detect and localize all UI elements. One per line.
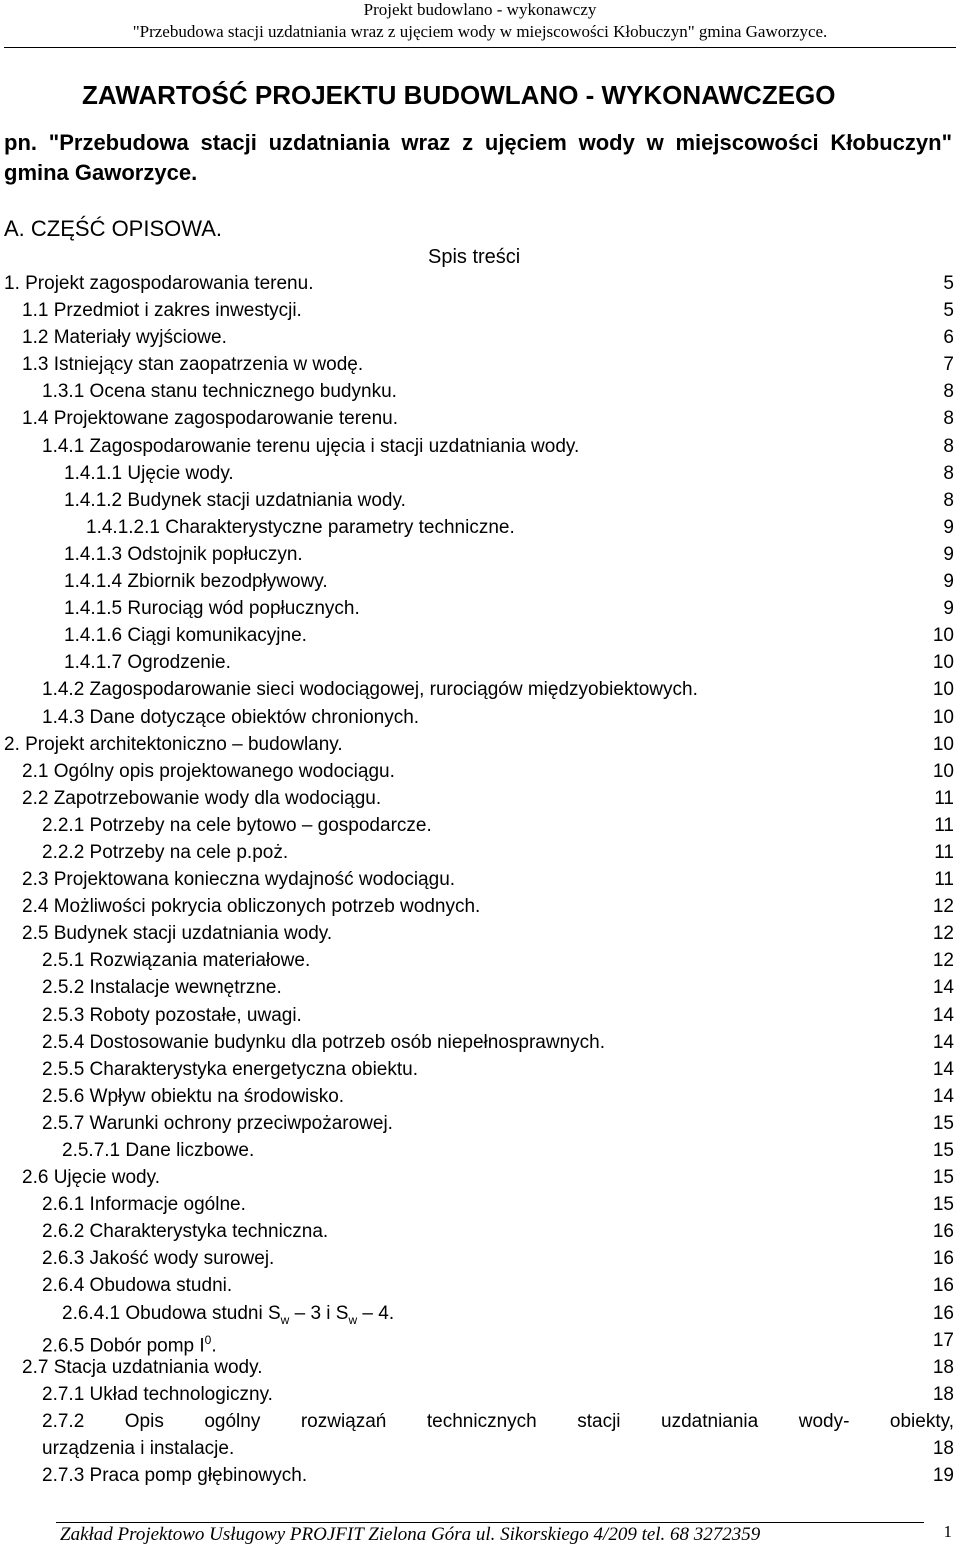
toc-entry-page: 16 xyxy=(932,1275,954,1297)
toc-entry-label: 1.4.3 Dane dotyczące obiektów chronionych. xyxy=(42,706,420,728)
toc-entry-page: 5 xyxy=(943,273,954,294)
toc-entry-page: 9 xyxy=(943,543,954,565)
toc-entry xyxy=(0,839,960,866)
header-line-1: Projekt budowlano - wykonawczy xyxy=(363,0,597,19)
toc-entry xyxy=(0,1029,960,1056)
toc-entry-page: 18 xyxy=(932,1437,954,1459)
toc-entry xyxy=(0,1462,960,1489)
project-name: pn. "Przebudowa stacji uzdatniania wraz z ujęciem wody w miejscowości Kłobuczyn" gmina Gaworzyce. xyxy=(4,130,952,185)
toc-entry-page: 14 xyxy=(932,1085,954,1107)
toc-entry-page: 14 xyxy=(932,1031,954,1053)
toc-entry-page: 6 xyxy=(943,327,954,349)
header-line-2: "Przebudowa stacji uzdatniania wraz z ujęciem wody w miejscowości Kłobuczyn" gmina Gaworzyce. xyxy=(132,22,828,41)
subscript-text: w xyxy=(348,1312,358,1327)
toc-entry xyxy=(0,1272,960,1299)
toc-entry-label: 2.7.1 Układ technologiczny. xyxy=(42,1383,273,1405)
toc-entry xyxy=(0,1408,960,1462)
toc-entry xyxy=(0,1218,960,1245)
toc-entry-label: 2.7.3 Praca pomp głębinowych. xyxy=(42,1464,308,1486)
superscript-text: 0 xyxy=(204,1332,212,1347)
toc-entry-label: 1.4.1.1 Ujęcie wody. xyxy=(64,462,234,484)
toc-entry-label: 2.2.2 Potrzeby na cele p.poż. xyxy=(42,841,289,863)
toc-entry-label-part: – 4. xyxy=(357,1302,395,1324)
toc-entry xyxy=(0,270,960,297)
toc-entry-label: 2.4 Możliwości pokrycia obliczonych potrzeb wodnych. xyxy=(22,896,481,918)
toc-entry-page: 11 xyxy=(934,814,954,836)
toc-entry xyxy=(0,1110,960,1137)
toc-entry xyxy=(0,785,960,812)
toc-entry-label-part: 2.6.4.1 Obudowa studni S xyxy=(62,1302,281,1324)
toc-entry-label: 2.5 Budynek stacji uzdatniania wody. xyxy=(22,923,333,945)
toc-entry xyxy=(0,893,960,920)
toc-entry-label: 2.5.5 Charakterystyka energetyczna obiektu. xyxy=(42,1058,418,1080)
toc-entry-label: 1.3.1 Ocena stanu technicznego budynku. xyxy=(42,381,397,403)
toc-entry-label: 2.5.7 Warunki ochrony przeciwpożarowej. xyxy=(42,1112,393,1134)
toc-entry-page: 18 xyxy=(932,1356,954,1378)
toc-entry-label: 1.4.1.2.1 Charakterystyczne parametry techniczne. xyxy=(86,516,515,538)
toc-entry-label-part: . xyxy=(211,1334,217,1356)
toc-entry xyxy=(0,514,960,541)
toc-entry xyxy=(0,1083,960,1110)
toc-entry-page: 18 xyxy=(932,1383,954,1405)
toc-entry-page: 10 xyxy=(932,679,954,701)
toc-entry-label: 1.3 Istniejący stan zaopatrzenia w wodę. xyxy=(22,354,364,376)
footer-text: Zakład Projektowo Usługowy PROJFIT Zielona Góra ul. Sikorskiego 4/209 tel. 68 3272359 xyxy=(60,1524,761,1545)
toc-entry-label: 2. Projekt architektoniczno – budowlany. xyxy=(4,733,343,755)
toc-entry-page: 10 xyxy=(932,706,954,728)
toc-entry-page: 12 xyxy=(932,923,954,945)
toc-entry-page: 14 xyxy=(932,977,954,999)
toc-entry xyxy=(0,622,960,649)
footer-divider xyxy=(56,1522,924,1523)
toc-entry-label-continued: urządzenia i instalacje. xyxy=(42,1437,235,1459)
toc-entry xyxy=(0,758,960,785)
toc-entry-page: 10 xyxy=(932,652,954,674)
toc-entry xyxy=(0,378,960,405)
toc-entry xyxy=(0,974,960,1001)
toc-entry xyxy=(0,297,960,324)
toc-entry-label: 1.4.1 Zagospodarowanie terenu ujęcia i stacji uzdatniania wody. xyxy=(42,435,580,457)
toc-entry-page: 11 xyxy=(934,869,954,891)
toc-entry-label: 1.4.1.5 Rurociąg wód popłucznych. xyxy=(64,598,360,620)
toc-entry xyxy=(0,947,960,974)
toc-entry xyxy=(0,704,960,731)
toc-entry-label: 2.2 Zapotrzebowanie wody dla wodociągu. xyxy=(22,787,382,809)
toc-entry-label: 1.4.1.6 Ciągi komunikacyjne. xyxy=(64,625,307,647)
toc-entry-label: 2.5.2 Instalacje wewnętrzne. xyxy=(42,977,282,999)
toc-entry xyxy=(0,1056,960,1083)
toc-entry-label: 2.7 Stacja uzdatniania wody. xyxy=(22,1356,263,1378)
toc-entry-label: 2.6.3 Jakość wody surowej. xyxy=(42,1248,275,1270)
toc-entry-page: 9 xyxy=(943,598,954,620)
toc-entry-label: 1.1 Przedmiot i zakres inwestycji. xyxy=(22,300,302,322)
toc-entry xyxy=(0,324,960,351)
toc-entry xyxy=(0,676,960,703)
toc-entry-label: 2.7.2 Opis ogólny rozwiązań technicznych stacji uzdatniania wody- obiekty, xyxy=(42,1410,954,1432)
toc-entry-label: 2.6.2 Charakterystyka techniczna. xyxy=(42,1221,329,1243)
page-number: 1 xyxy=(943,1522,952,1541)
toc-entry-page: 5 xyxy=(943,300,954,322)
toc-entry-label: 1.4.1.4 Zbiornik bezodpływowy. xyxy=(64,571,328,593)
toc-entry-label: 2.5.4 Dostosowanie budynku dla potrzeb osób niepełnosprawnych. xyxy=(42,1031,605,1053)
toc-entry-page: 10 xyxy=(932,733,954,755)
toc-entry-label: 1.2 Materiały wyjściowe. xyxy=(22,327,227,349)
section-heading: A. CZĘŚĆ OPISOWA. xyxy=(4,216,222,241)
toc-entry-label-part: 2.6.5 Dobór pomp I xyxy=(42,1334,205,1356)
table-of-contents xyxy=(0,270,960,1489)
toc-entry-page: 10 xyxy=(932,760,954,782)
toc-entry xyxy=(0,1327,960,1354)
toc-entry-page: 8 xyxy=(943,462,954,484)
toc-entry xyxy=(0,1164,960,1191)
toc-entry-label: 2.1 Ogólny opis projektowanego wodociągu. xyxy=(22,760,395,782)
toc-entry xyxy=(0,1300,960,1327)
header-divider xyxy=(4,47,956,48)
toc-entry-page: 8 xyxy=(943,408,954,430)
toc-entry-page: 8 xyxy=(943,435,954,457)
toc-heading: Spis treści xyxy=(428,246,521,268)
toc-entry xyxy=(0,1381,960,1408)
toc-entry-page: 15 xyxy=(932,1140,954,1161)
toc-entry-label: 2.5.6 Wpływ obiektu na środowisko. xyxy=(42,1085,345,1107)
toc-entry-label: 1.4.1.7 Ogrodzenie. xyxy=(64,652,231,674)
toc-entry-label: 1.4.1.2 Budynek stacji uzdatniania wody. xyxy=(64,489,406,511)
toc-entry-label: 2.5.3 Roboty pozostałe, uwagi. xyxy=(42,1004,302,1026)
toc-entry xyxy=(0,1002,960,1029)
toc-entry-page: 14 xyxy=(932,1004,954,1026)
toc-entry-page: 15 xyxy=(932,1194,954,1216)
toc-entry-label: 2.5.1 Rozwiązania materiałowe. xyxy=(42,950,311,972)
toc-entry-page: 10 xyxy=(932,625,954,647)
subscript-text: w xyxy=(280,1312,290,1327)
toc-entry xyxy=(0,920,960,947)
toc-entry-page: 15 xyxy=(932,1167,954,1189)
toc-entry xyxy=(0,649,960,676)
toc-entry-label: 1.4.1.3 Odstojnik popłuczyn. xyxy=(64,543,303,565)
toc-entry xyxy=(0,433,960,460)
toc-entry xyxy=(0,595,960,622)
toc-entry xyxy=(0,866,960,893)
toc-entry-page: 9 xyxy=(943,516,954,538)
toc-entry xyxy=(0,812,960,839)
toc-entry-page: 16 xyxy=(932,1302,954,1324)
toc-entry xyxy=(0,568,960,595)
toc-entry-label: 2.5.7.1 Dane liczbowe. xyxy=(62,1140,255,1161)
toc-entry xyxy=(0,1245,960,1272)
toc-entry-page: 16 xyxy=(932,1248,954,1270)
page-title: ZAWARTOŚĆ PROJEKTU BUDOWLANO - WYKONAWCZEGO xyxy=(82,80,836,110)
toc-entry-label: 1.4 Projektowane zagospodarowanie terenu. xyxy=(22,408,399,430)
toc-entry xyxy=(0,541,960,568)
toc-entry-page: 16 xyxy=(932,1221,954,1243)
toc-entry-page: 12 xyxy=(932,896,954,918)
toc-entry xyxy=(0,487,960,514)
toc-entry-label: 2.2.1 Potrzeby na cele bytowo – gospodarcze. xyxy=(42,814,432,836)
toc-entry-label: 1.4.2 Zagospodarowanie sieci wodociągowej, rurociągów międzyobiektowych. xyxy=(42,679,698,701)
toc-entry-page: 14 xyxy=(932,1058,954,1080)
toc-entry-page: 17 xyxy=(932,1329,954,1351)
toc-entry xyxy=(0,351,960,378)
toc-entry xyxy=(0,460,960,487)
toc-entry xyxy=(0,731,960,758)
toc-entry-page: 8 xyxy=(943,381,954,403)
toc-entry xyxy=(0,1354,960,1381)
toc-entry xyxy=(0,1191,960,1218)
toc-entry xyxy=(0,1137,960,1164)
toc-entry-label: 1. Projekt zagospodarowania terenu. xyxy=(4,273,314,294)
toc-entry xyxy=(0,405,960,432)
toc-entry-page: 12 xyxy=(932,950,954,972)
toc-entry-page: 11 xyxy=(934,841,954,863)
toc-entry-page: 15 xyxy=(932,1112,954,1134)
toc-entry-page: 11 xyxy=(934,787,954,809)
toc-entry-label: 2.6.1 Informacje ogólne. xyxy=(42,1194,246,1216)
toc-entry-page: 8 xyxy=(943,489,954,511)
toc-entry-page: 9 xyxy=(943,571,954,593)
toc-entry-label-part: – 3 i S xyxy=(289,1302,349,1324)
toc-entry-page: 19 xyxy=(932,1464,954,1486)
toc-entry-label: 2.3 Projektowana konieczna wydajność wodociągu. xyxy=(22,869,456,891)
toc-entry-label: 2.6 Ujęcie wody. xyxy=(22,1167,160,1189)
toc-entry-page: 7 xyxy=(943,354,954,376)
toc-entry-label: 2.6.4 Obudowa studni. xyxy=(42,1275,233,1297)
